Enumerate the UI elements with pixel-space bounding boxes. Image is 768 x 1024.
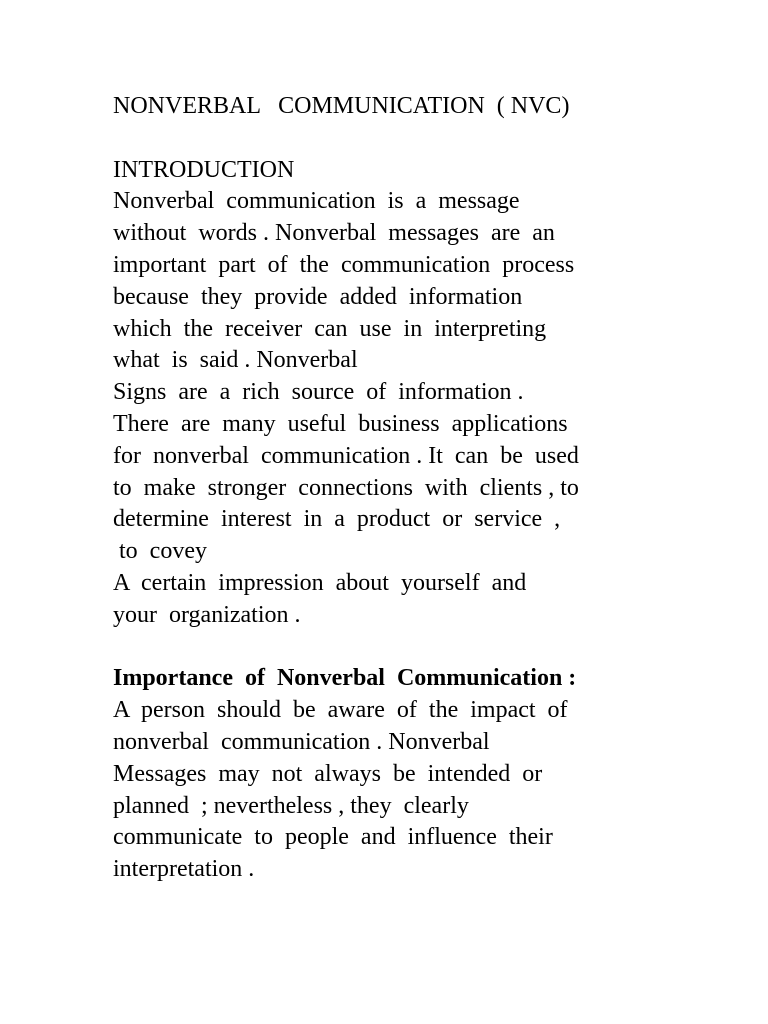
paragraph-line: without words . Nonverbal messages are an (113, 220, 555, 247)
paragraph-line: nonverbal communication . Nonverbal (113, 728, 490, 755)
paragraph-line: because they provide added information (113, 283, 523, 310)
spacer (113, 123, 653, 155)
paragraph-line: your organization . (113, 601, 301, 628)
section-heading-importance: Importance of Nonverbal Communication : (113, 665, 577, 692)
paragraph-line: to make stronger connections with clients , to (113, 474, 579, 501)
paragraph-line: important part of the communication process (113, 251, 575, 278)
paragraph-line: There are many useful business applications (113, 410, 568, 437)
paragraph-line: Signs are a rich source of information . (113, 379, 524, 406)
paragraph-line: A certain impression about yourself and (113, 569, 527, 596)
document-title: NONVERBAL COMMUNICATION ( NVC) (113, 93, 570, 119)
paragraph-line: Messages may not always be intended or (113, 760, 543, 787)
section-heading-introduction: INTRODUCTION (113, 156, 295, 183)
paragraph-line: to covey (113, 538, 207, 565)
paragraph-line: communicate to people and influence their (113, 824, 553, 851)
introduction-paragraph (113, 186, 653, 631)
paragraph-line: interpretation . (113, 856, 255, 883)
document-page (113, 91, 653, 886)
importance-paragraph (113, 695, 653, 886)
paragraph-line: what is said . Nonverbal (113, 347, 358, 374)
paragraph-line: which the receiver can use in interpreting (113, 315, 547, 342)
paragraph-line: Nonverbal communication is a message (113, 188, 520, 215)
paragraph-line: determine interest in a product or service , (113, 506, 561, 533)
paragraph-line: for nonverbal communication . It can be used (113, 442, 579, 469)
spacer (113, 632, 653, 664)
paragraph-line: A person should be aware of the impact of (113, 697, 568, 724)
paragraph-line: planned ; nevertheless , they clearly (113, 792, 469, 819)
